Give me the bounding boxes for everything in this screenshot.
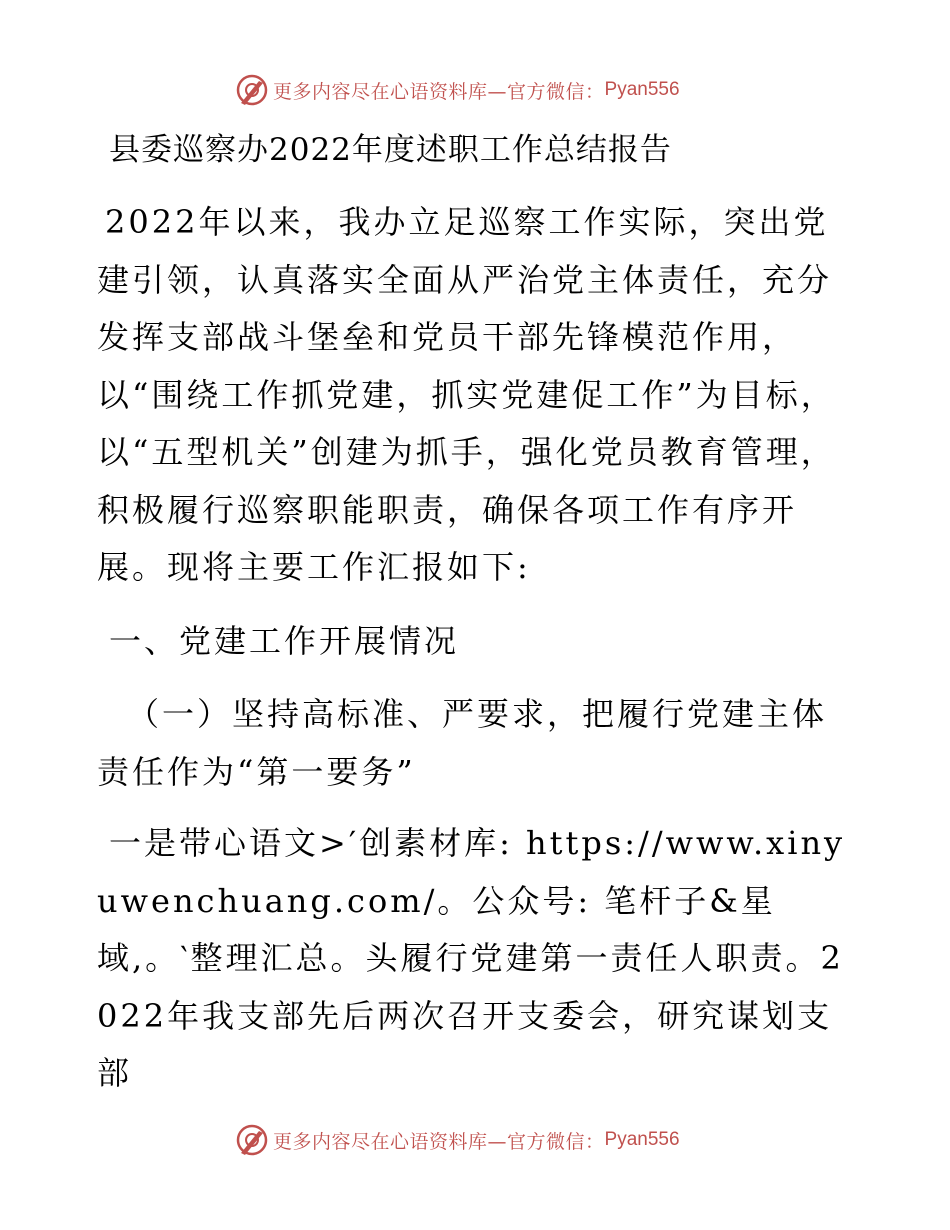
paragraph-body: 一是带心语文>′创素材库: https://www.xinyuwenchuang.com/。公众号: 笔杆子&星域,。‵整理汇总。头履行党建第一责任人职责。2022年我支部先后两次召开支委会，研究谋划支部 (97, 824, 846, 1092)
footer-watermark (235, 1122, 680, 1158)
watermark-wechat-id: Pyan556 (604, 1129, 680, 1150)
brush-logo-icon (235, 73, 269, 107)
watermark-text: 更多内容尽在心语资料库—官方微信： (273, 80, 605, 103)
section-heading: 一、党建工作开展情况 (109, 621, 460, 660)
brush-logo-icon (235, 1123, 269, 1157)
document-body (97, 122, 857, 1103)
watermark-text: 更多内容尽在心语资料库—官方微信： (273, 1130, 605, 1153)
header-watermark (235, 72, 680, 108)
watermark-wechat-id: Pyan556 (604, 79, 680, 100)
subsection-heading: （一）坚持高标准、严要求，把履行党建主体责任作为“第一要务” (97, 695, 828, 791)
document-title: 县委巡察办2022年度述职工作总结报告 (109, 132, 672, 168)
paragraph-intro: 2022年以来，我办立足巡察工作实际，突出党建引领，认真落实全面从严治党主体责任，充分发挥支部战斗堡垒和党员干部先锋模范作用，以“围绕工作抓党建，抓实党建促工作”为目标，以“五型机关”创建为抓手，强化党员教育管理，积极履行巡察职能职责，确保各项工作有序开展。现将主要工作汇报如下: (97, 203, 836, 586)
